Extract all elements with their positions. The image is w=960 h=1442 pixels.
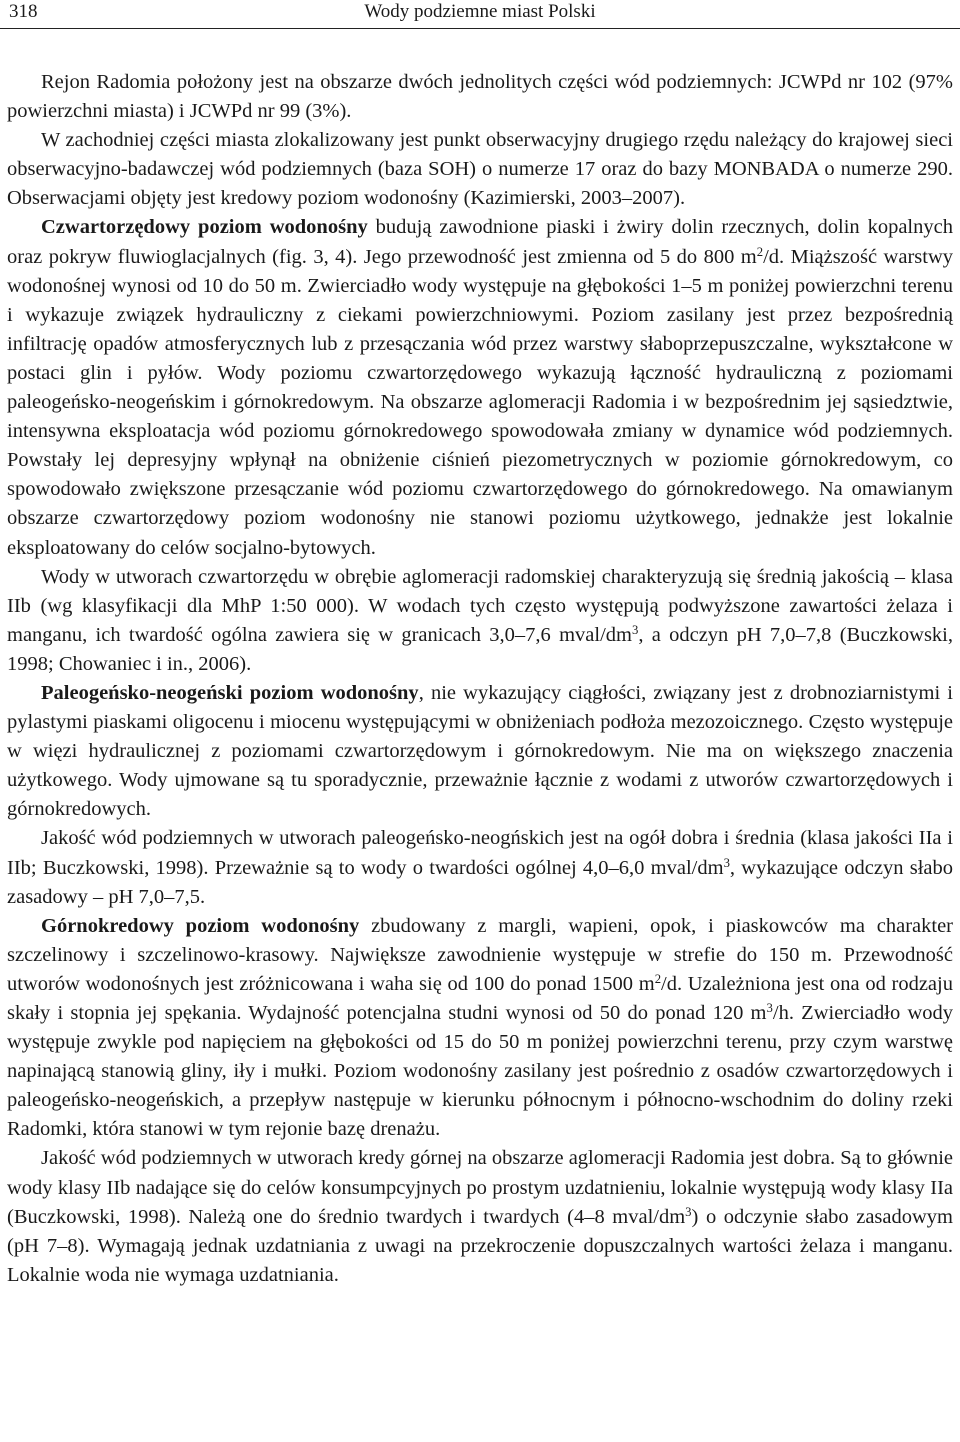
text-run: Jakość wód podziemnych w utworach paleogeńsko-neogńskich jest na ogół dobra i średnia (klasa jakości IIa i IIb; Buczkowski, 1998). Przeważnie są to wody o twardości ogólnej 4,0–6,0 mval/dm: [7, 827, 953, 879]
bold-heading-run: Górnokredowy poziom wodonośny: [41, 914, 360, 937]
bold-heading-run: Czwartorzędowy poziom wodonośny: [41, 216, 368, 239]
text-run: Wody w utworach czwartorzędu w obrębie aglomeracji radomskiej charakteryzują się średnią jakością – klasa IIb (wg klasyfikacji dla MhP 1:50 000). W wodach tych często występują podwyższone zawartości żelaza i manganu, ich twardość ogólna zawiera się w granicach 3,0–7,6 mval/dm: [7, 565, 953, 646]
text-run: budują zawodnione piaski i żwiry dolin rzecznych, dolin kopalnych oraz pokryw fluwioglacjalnych (fig. 3, 4). Jego przewodność jest zmienna od 5 do 800 m: [7, 216, 953, 268]
superscript-run: 2: [756, 244, 764, 259]
superscript-run: 3: [685, 1204, 692, 1219]
text-run: Jakość wód podziemnych w utworach kredy górnej na obszarze aglomeracji Radomia jest dobra. Są to głównie wody klasy IIb nadające się do celów konsumpcyjnych po prostym uzdatnieniu, lokalnie występują wody klasy IIa (Buczkowski, 1998). Należą one do średnio twardych i twardych (4–8 mval/dm: [7, 1147, 953, 1228]
text-run: , a odczyn pH 7,0–7,8 (Buczkowski, 1998; Chowaniec i in., 2006).: [7, 623, 953, 675]
superscript-run: 3: [766, 1001, 773, 1016]
paragraph-monitoring-point: [7, 126, 953, 213]
paragraph-upper-cretaceous-quality: [7, 1144, 953, 1289]
page-body: [7, 68, 953, 1290]
text-run: /d. Miąższość warstwy wodonośnej wynosi od 10 do 50 m. Zwierciadło wody występuje na głębokości 1–5 m poniżej powierzchni terenu i wykazuje związek hydrauliczny z ciekami powierzchniowymi. Poziom zasilany jest przez bezpośrednią infiltrację opadów atmosferycznych lub z przesączania wód przez warstwy słaboprzepuszczalne, wykształcone w postaci glin i pyłów. Wody poziomu czwartorzędowego wykazują łączność hydrauliczną z poziomami paleogeńsko-neogeńskim i górnokredowym. Na obszarze aglomeracji Radomia i w bezpośrednim jej sąsiedztwie, intensywna eksploatacja wód poziomu górnokredowego spowodowała zmiany w dynamice wód podziemnych. Powstały lej depresyjny wpłynął na obniżenie ciśnień piezometrycznych w poziomie górnokredowym, co spowodowało zwiększone przesączanie wód poziomu czwartorzędowego do górnokredowego. Na omawianym obszarze czwartorzędowy poziom wodonośny nie stanowi poziomu użytkowego, jednakże jest lokalnie eksploatowany do celów socjalno-bytowych.: [7, 245, 953, 559]
paragraph-quaternary-aquifer: [7, 213, 953, 562]
text-run: , wykazujące odczyn słabo zasadowy – pH 7,0–7,5.: [7, 856, 953, 908]
text-run: Rejon Radomia położony jest na obszarze dwóch jednolitych części wód podziemnych: JCWPd nr 102 (97% powierzchni miasta) i JCWPd nr 99 (3%).: [7, 71, 953, 123]
paragraph-quaternary-quality: [7, 563, 953, 679]
text-run: /d. Uzależniona jest ona od rodzaju skały i stopnia jej spękania. Wydajność potencjalna studni wynosi od 50 do ponad 120 m: [7, 972, 953, 1024]
text-run: W zachodniej części miasta zlokalizowany jest punkt obserwacyjny drugiego rzędu należący do krajowej sieci obserwacyjno-badawczej wód podziemnych (baza SOH) o numerze 17 oraz do bazy MONBADA o numerze 290. Obserwacjami objęty jest kredowy poziom wodonośny (Kazimierski, 2003–2007).: [7, 129, 953, 210]
superscript-run: 3: [631, 622, 639, 637]
text-run: , nie wykazujący ciągłości, związany jest z drobnoziarnistymi i pylastymi piaskami oligocenu i miocenu występującymi w obniżeniach podłoża mezozoicznego. Często występuje w więzi hydraulicznej z poziomami czwartorzędowym i górnokredowym. Nie ma on większego znaczenia użytkowego. Wody ujmowane są tu sporadycznie, przeważnie łącznie z wodami z utworów czwartorzędowych i górnokredowych.: [7, 681, 954, 821]
paragraph-upper-cretaceous-aquifer: [7, 912, 953, 1145]
paragraph-paleogene-neogene-aquifer: [7, 679, 953, 824]
paragraph-paleogene-neogene-quality: [7, 824, 953, 911]
superscript-run: 2: [654, 971, 662, 986]
bold-heading-run: Paleogeńsko-neogeński poziom wodonośny: [41, 681, 419, 704]
text-run: ) o odczynie słabo zasadowym (pH 7–8). Wymagają jednak uzdatniania z uwagi na przekroczenie dopuszczalnych wartości żelaza i manganu. Lokalnie woda nie wymaga uzdatniania.: [7, 1205, 953, 1286]
page-number: 318: [9, 1, 38, 22]
text-run: /h. Zwierciadło wody występuje zwykle pod napięciem na głębokości od 15 do 50 m poniżej powierzchni terenu, przy czym warstwę napinającą stanowią gliny, iły i mułki. Poziom wodonośny zasilany jest pośrednio z osadów czwartorzędowych i paleogeńsko-neogeńskich, a przepływ następuje w kierunku północnym i północno-wschodnim do doliny rzeki Radomki, która stanowi w tym rejonie bazę drenażu.: [7, 1002, 953, 1141]
superscript-run: 3: [723, 855, 730, 870]
paragraph-jcwpd: [7, 68, 953, 126]
running-title: Wody podziemne miast Polski: [364, 1, 596, 22]
text-run: zbudowany z margli, wapieni, opok, i piaskowców ma charakter szczelinowy i szczelinowo-krasowy. Największe zawodnienie występuje w strefie do 150 m. Przewodność utworów wodonośnych jest zróżnicowana i waha się od 100 do ponad 1500 m: [7, 914, 954, 995]
page-header: [0, 0, 960, 29]
